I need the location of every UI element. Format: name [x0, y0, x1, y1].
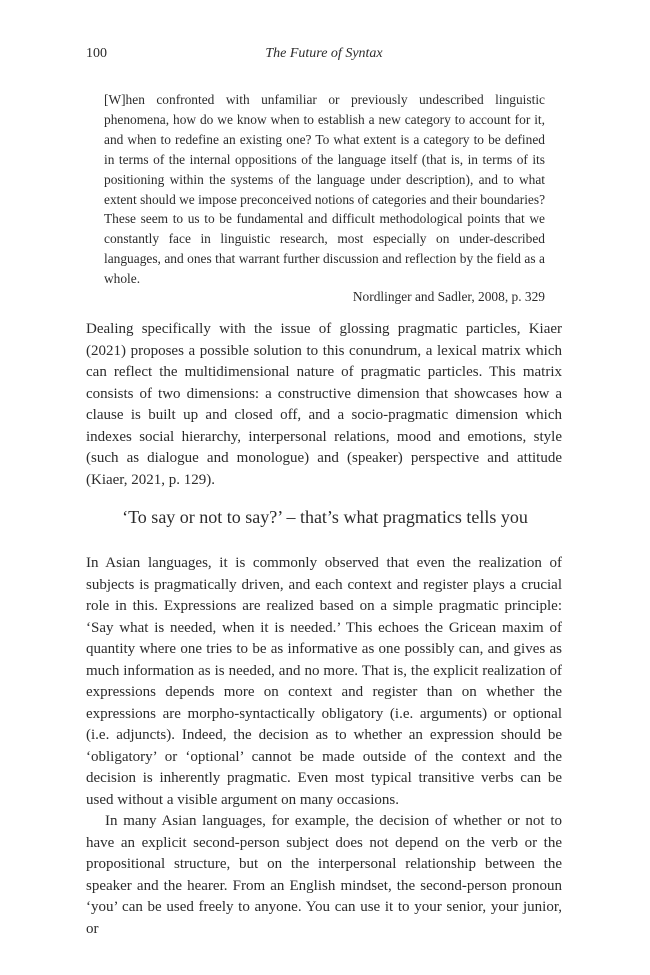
- page-number: 100: [86, 46, 107, 61]
- section-body: [86, 553, 562, 940]
- running-title: The Future of Syntax: [265, 46, 383, 61]
- body-paragraph-2: In Asian languages, it is commonly observed that even the realization of subjects is pragmatically driven, and each context and register plays a crucial role in this. Expressions are realized based on a simple pragmatic principle: ‘Say what is needed, when it is needed.’ This echoes the Gricean maxim of quantity where one tries to be as informative as one possibly can, and gives as much information as is needed, and no more. That is, the explicit realization of expressions depends more on context and register than on whether the expressions are morpho-syntactically obligatory (i.e. arguments) or optional (i.e. adjuncts). Indeed, the decision as to whether an expression should be ‘obligatory’ or ‘optional’ cannot be made outside of the context and the decision is inherently pragmatic. Even most typical transitive verbs can be used without a visible argument on many occasions.: [86, 555, 562, 808]
- body-paragraph-3: In many Asian languages, for example, the decision of whether or not to have an explicit second-person subject does not depend on the verb or the propositional structure, but on the interpersonal relationship between the speaker and the hearer. From an English mindset, the second-person pronoun ‘you’ can be used freely to anyone. You can use it to your senior, your junior, or: [86, 813, 562, 937]
- block-quote: [104, 90, 545, 289]
- block-quote-text: [W]hen confronted with unfamiliar or previously undescribed linguistic phenomena, how do we know when to establish a new category to account for it, and when to redefine an existing one? To what extent is a category to be defined in terms of the internal oppositions of the language itself (that is, in terms of its positioning within the systems of the language under description), and to what extent should we impose preconceived notions of categories and their boundaries? These seem to us to be fundamental and difficult methodological points that we constantly face in linguistic research, most especially on under-described languages, and ones that warrant further discussion and reflection by the field as a whole.: [104, 92, 546, 287]
- body-paragraph-1: Dealing specifically with the issue of glossing pragmatic particles, Kiaer (2021) proposes a possible solution to this conundrum, a lexical matrix which can reflect the multidimensional nature of pragmatic particles. This matrix consists of two dimensions: a constructive dimension that showcases how a clause is built up and closed off, and a socio-pragmatic dimension which indexes social hierarchy, interpersonal relations, mood and emotions, style (such as dialogue and monologue) and (speaker) perspective and attitude (Kiaer, 2021, p. 129).: [86, 321, 562, 488]
- section-heading: ‘To say or not to say?’ – that’s what pragmatics tells you: [122, 507, 528, 527]
- quote-citation: Nordlinger and Sadler, 2008, p. 329: [352, 289, 545, 304]
- running-header: [86, 46, 562, 66]
